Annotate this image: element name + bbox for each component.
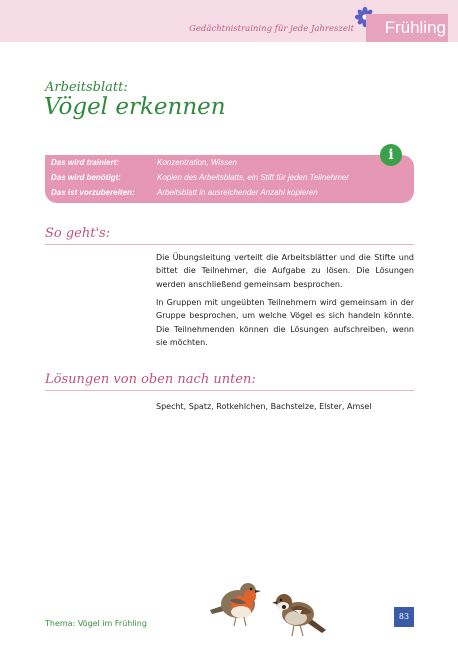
instructions-paragraph: Die Übungsleitung verteilt die Arbeitsblätter und die Stifte und bittet die Teilnehmer, die Aufgabe zu lösen. Die Lösungen werden anschließend gemeinsam besprochen. (156, 253, 414, 289)
info-row-value: Konzentration, Wissen (157, 158, 237, 167)
robin-image (208, 576, 264, 628)
info-row-trained (51, 158, 237, 167)
section-divider (45, 390, 414, 391)
solutions-text: Specht, Spatz, Rotkehlchen, Bachstelze, Elster, Amsel (156, 402, 372, 411)
info-icon: i (380, 144, 402, 166)
info-row-value: Arbeitsblatt in ausreichender Anzahl kopieren (157, 188, 318, 197)
header-subtitle: Gedächtnistraining für jede Jahreszeit (189, 24, 354, 34)
instructions-heading: So geht's: (45, 226, 111, 241)
sparrow-image (272, 588, 330, 640)
info-row-label: Das wird trainiert: (51, 158, 120, 167)
section-divider (45, 244, 414, 245)
instructions-paragraph: In Gruppen mit ungeübten Teilnehmern wird gemeinsam in der Gruppe besprochen, um welche Vögel es sich handeln könnte. Die Teilnehmenden können die Lösungen aufschreiben, wenn sie möchten. (156, 298, 414, 347)
info-row-label: Das ist vorzubereiten: (51, 188, 135, 197)
info-row-needed (51, 173, 349, 182)
info-row-prepare (51, 188, 318, 197)
page-number: 83 (394, 607, 414, 627)
info-row-label: Das wird benötigt: (51, 173, 121, 182)
worksheet-label: Arbeitsblatt: (45, 80, 128, 95)
solutions-heading: Lösungen von oben nach unten: (45, 372, 256, 387)
info-box (45, 155, 414, 203)
season-label: Frühling (384, 18, 446, 37)
footer-theme: Thema: Vögel im Frühling (45, 619, 147, 628)
info-row-value: Kopien des Arbeitsblatts, ein Stift für jeden Teilnehmer (157, 173, 349, 182)
page-title: Vögel erkennen (44, 94, 226, 120)
